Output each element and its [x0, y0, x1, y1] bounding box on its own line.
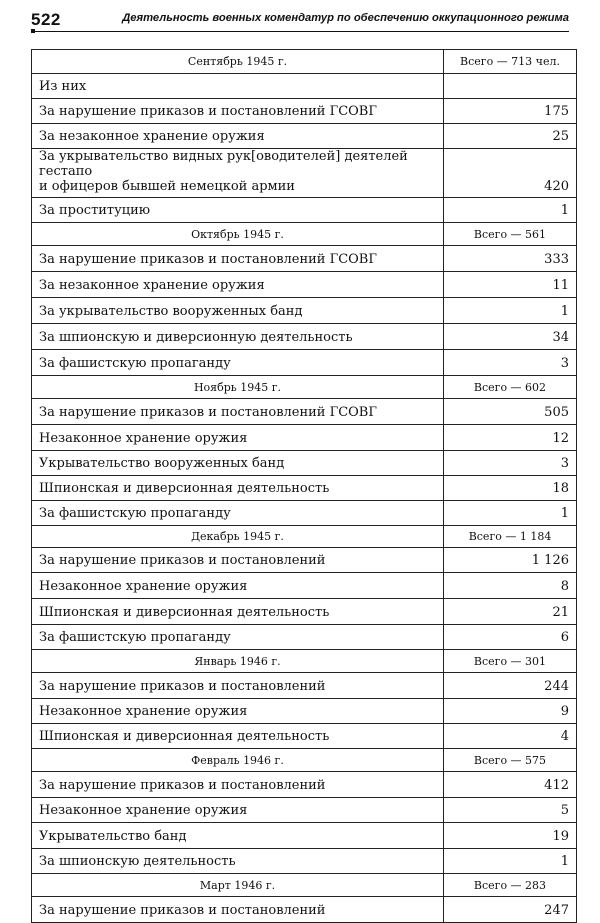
running-title: Деятельность военных комендатур по обеспечению оккупационного режима	[122, 12, 569, 24]
header-rule	[31, 31, 569, 32]
period-row-feb-1946	[32, 749, 577, 772]
period-label: Январь 1946 г.	[32, 650, 444, 673]
row-label: За нарушение приказов и постановлений	[32, 673, 444, 699]
row-label: За нарушение приказов и постановлений	[32, 897, 444, 923]
row-label: Укрывательство банд	[32, 823, 444, 849]
table-row	[32, 149, 577, 198]
period-label: Сентябрь 1945 г.	[32, 50, 444, 74]
period-total: Всего — 1 184	[444, 526, 577, 548]
row-value: 9	[444, 699, 577, 724]
row-label: Незаконное хранение оружия	[32, 573, 444, 599]
period-total: Всего — 283	[444, 874, 577, 897]
period-total: Всего — 575	[444, 749, 577, 772]
period-label: Октябрь 1945 г.	[32, 223, 444, 246]
row-label: За фашистскую пропаганду	[32, 625, 444, 650]
row-label: За проституцию	[32, 198, 444, 223]
row-value: 18	[444, 476, 577, 501]
row-value: 5	[444, 798, 577, 823]
row-value: 1	[444, 198, 577, 223]
row-label: За нарушение приказов и постановлений	[32, 772, 444, 798]
table-row	[32, 849, 577, 874]
page-number: 522	[31, 10, 61, 29]
period-row-oct-1945	[32, 223, 577, 246]
row-value: 1	[444, 849, 577, 874]
table-row	[32, 476, 577, 501]
row-label: За фашистскую пропаганду	[32, 501, 444, 526]
table-row	[32, 724, 577, 749]
table-row	[32, 599, 577, 625]
period-total: Всего — 561	[444, 223, 577, 246]
period-label: Март 1946 г.	[32, 874, 444, 897]
table-row	[32, 772, 577, 798]
row-label: За нарушение приказов и постановлений ГСОВГ	[32, 399, 444, 425]
row-value: 3	[444, 451, 577, 476]
table-row	[32, 425, 577, 451]
row-label: За незаконное хранение оружия	[32, 272, 444, 298]
row-value: 21	[444, 599, 577, 625]
row-label: Шпионская и диверсионная деятельность	[32, 599, 444, 625]
table-row	[32, 798, 577, 823]
row-value: 420	[444, 149, 577, 198]
table-row	[32, 823, 577, 849]
table-row	[32, 699, 577, 724]
table-row	[32, 246, 577, 272]
row-value: 11	[444, 272, 577, 298]
row-label: Из них	[32, 74, 444, 99]
table-row	[32, 399, 577, 425]
row-value: 19	[444, 823, 577, 849]
table-row	[32, 501, 577, 526]
row-value: 1	[444, 298, 577, 324]
table-row	[32, 198, 577, 223]
header-rule-mark	[31, 29, 35, 33]
row-value: 8	[444, 573, 577, 599]
row-value: 25	[444, 124, 577, 149]
row-value: 3	[444, 350, 577, 376]
period-total: Всего — 602	[444, 376, 577, 399]
row-value	[444, 74, 577, 99]
period-label: Декабрь 1945 г.	[32, 526, 444, 548]
row-value: 247	[444, 897, 577, 923]
note-row	[32, 74, 577, 99]
table-row	[32, 625, 577, 650]
period-row-mar-1946	[32, 874, 577, 897]
arrests-table	[31, 49, 577, 923]
period-row-sep-1945	[32, 50, 577, 74]
row-label: Шпионская и диверсионная деятельность	[32, 476, 444, 501]
table-row	[32, 350, 577, 376]
row-label: За шпионскую деятельность	[32, 849, 444, 874]
row-value: 244	[444, 673, 577, 699]
table-row	[32, 272, 577, 298]
row-label: Незаконное хранение оружия	[32, 798, 444, 823]
period-label: Ноябрь 1945 г.	[32, 376, 444, 399]
row-label: За фашистскую пропаганду	[32, 350, 444, 376]
row-value: 333	[444, 246, 577, 272]
period-row-nov-1945	[32, 376, 577, 399]
row-value: 175	[444, 99, 577, 124]
row-value: 1	[444, 501, 577, 526]
row-label: Шпионская и диверсионная деятельность	[32, 724, 444, 749]
page-header	[31, 9, 569, 31]
period-total: Всего — 301	[444, 650, 577, 673]
row-label: Незаконное хранение оружия	[32, 699, 444, 724]
table-row	[32, 573, 577, 599]
row-label: За укрывательство видных рук[оводителей] деятелей гестапо и офицеров бывшей немецкой армии	[32, 149, 444, 198]
period-total: Всего — 713 чел.	[444, 50, 577, 74]
period-row-dec-1945	[32, 526, 577, 548]
row-label: За нарушение приказов и постановлений	[32, 548, 444, 573]
table-row	[32, 298, 577, 324]
row-label: За шпионскую и диверсионную деятельность	[32, 324, 444, 350]
row-value: 6	[444, 625, 577, 650]
period-row-jan-1946	[32, 650, 577, 673]
table-row	[32, 451, 577, 476]
period-label: Февраль 1946 г.	[32, 749, 444, 772]
row-value: 34	[444, 324, 577, 350]
table-row	[32, 673, 577, 699]
table-row	[32, 124, 577, 149]
row-label: За нарушение приказов и постановлений ГСОВГ	[32, 246, 444, 272]
row-value: 12	[444, 425, 577, 451]
row-label: За незаконное хранение оружия	[32, 124, 444, 149]
row-value: 1 126	[444, 548, 577, 573]
row-label: За укрывательство вооруженных банд	[32, 298, 444, 324]
row-label: Укрывательство вооруженных банд	[32, 451, 444, 476]
table-row	[32, 324, 577, 350]
table-row	[32, 99, 577, 124]
table-row	[32, 548, 577, 573]
row-value: 412	[444, 772, 577, 798]
row-label: Незаконное хранение оружия	[32, 425, 444, 451]
row-value: 505	[444, 399, 577, 425]
row-label: За нарушение приказов и постановлений ГСОВГ	[32, 99, 444, 124]
row-value: 4	[444, 724, 577, 749]
